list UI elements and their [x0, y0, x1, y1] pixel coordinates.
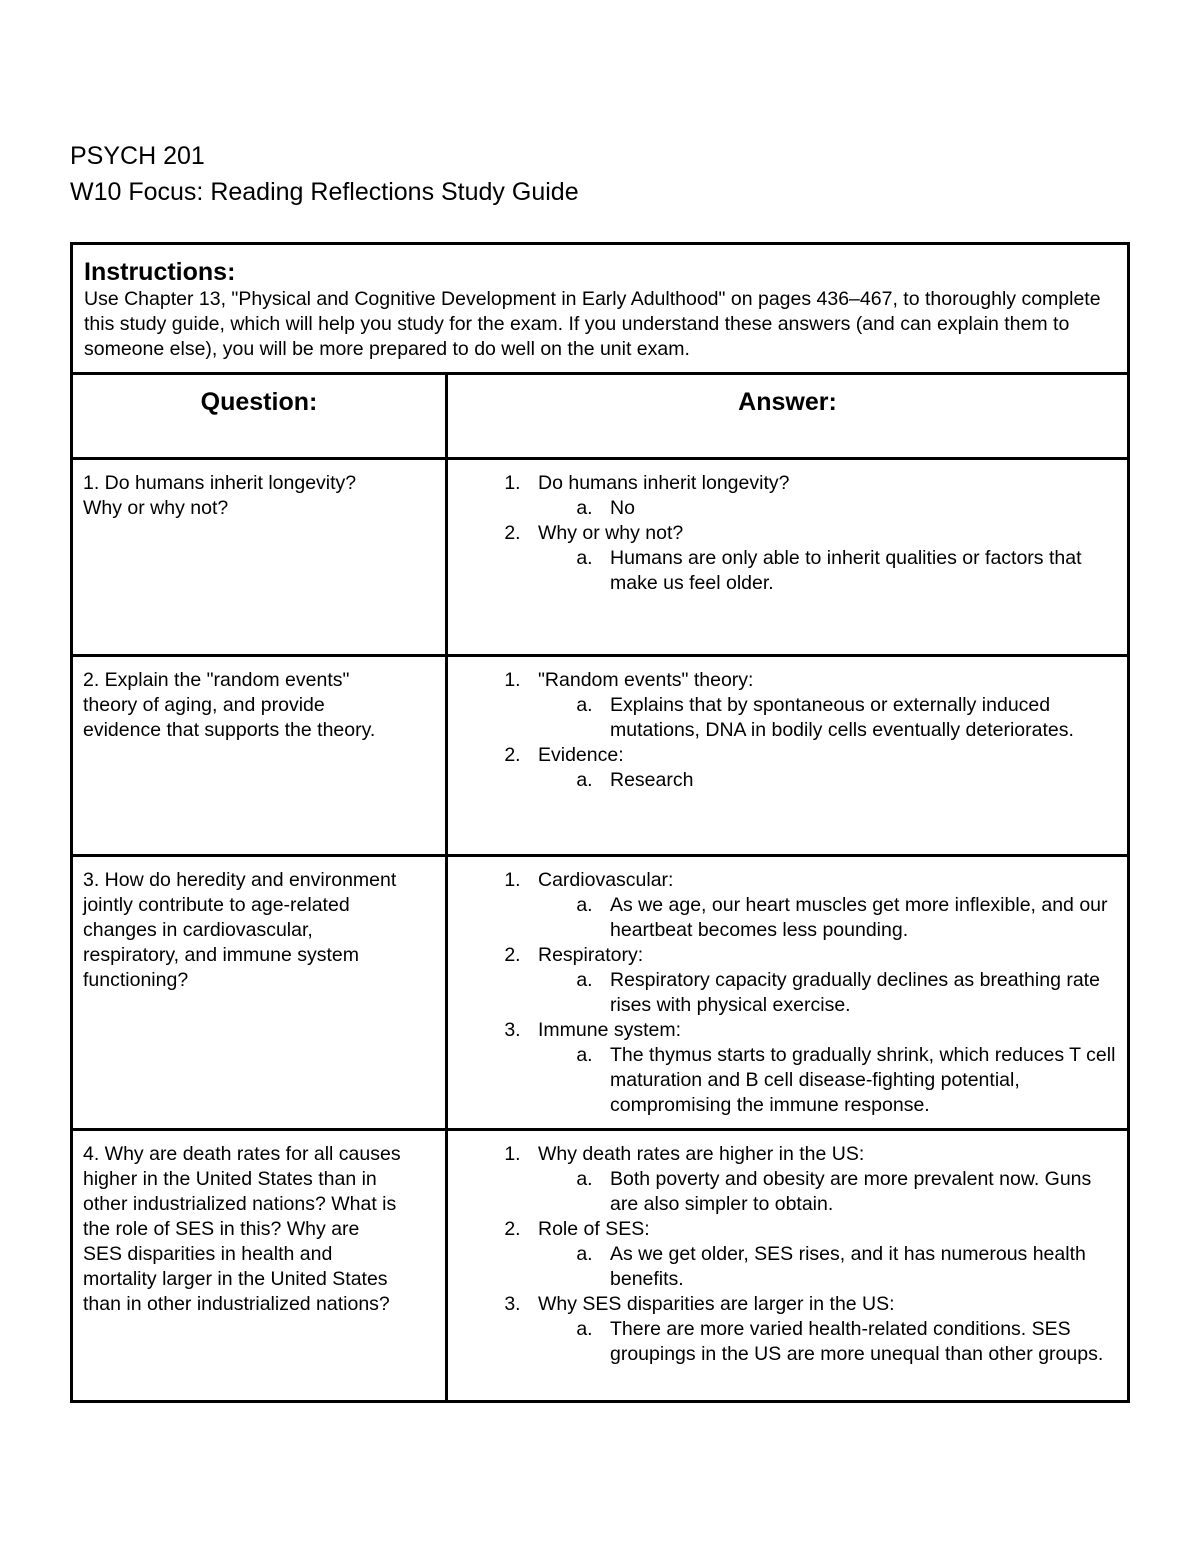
question-line: 3. How do heredity and environment: [83, 869, 397, 891]
answer-list: [458, 868, 1117, 1118]
answer-cell: [447, 856, 1129, 1130]
column-header-row: [72, 374, 1129, 459]
answer-subitem: a. There are more varied health-related conditions. SES groupings in the US are more unequal than other groups.: [598, 1317, 1117, 1367]
answer-subitem: a. Humans are only able to inherit qualities or factors that make us feel older.: [598, 546, 1117, 596]
question-line: 2. Explain the "random events": [83, 669, 350, 691]
question-line: other industrialized nations? What is: [83, 1193, 397, 1215]
question-line: higher in the United States than in: [83, 1168, 377, 1190]
question-column-header: Question:: [72, 374, 447, 459]
question-cell: [72, 856, 447, 1130]
question-cell: [72, 459, 447, 656]
answer-subitem: a. Respiratory capacity gradually declines as breathing rate rises with physical exercise.: [598, 968, 1117, 1018]
instructions-cell: [72, 244, 1129, 374]
question-line: mortality larger in the United States: [83, 1268, 388, 1290]
answer-subitem: a. The thymus starts to gradually shrink, which reduces T cell maturation and B cell disease-fighting potential, compromising the immune response.: [598, 1043, 1117, 1118]
question-line: jointly contribute to age-related: [83, 894, 350, 916]
question-line: evidence that supports the theory.: [83, 719, 376, 741]
document-title: W10 Focus: Reading Reflections Study Guide: [70, 178, 579, 206]
answer-subitem: a. As we age, our heart muscles get more inflexible, and our heartbeat becomes less pounding.: [598, 893, 1117, 943]
answer-item: [526, 521, 1117, 596]
question-line: theory of aging, and provide: [83, 694, 325, 716]
answer-item: [526, 1217, 1117, 1292]
answer-label: Immune system:: [538, 1019, 682, 1041]
answer-label: Respiratory:: [538, 944, 644, 966]
answer-item: [526, 943, 1117, 1018]
answer-label: Why or why not?: [538, 522, 684, 544]
instructions-heading: Instructions:: [84, 258, 236, 286]
answer-subitem: a. No: [598, 496, 1117, 521]
study-guide-table: [70, 242, 1130, 1403]
answer-cell: [447, 459, 1129, 656]
answer-item: [526, 471, 1117, 521]
answer-label: Evidence:: [538, 744, 624, 766]
answer-item: [526, 868, 1117, 943]
question-cell: [72, 656, 447, 856]
instructions-text: Use Chapter 13, "Physical and Cognitive Development in Early Adulthood" on pages 436–467, to thoroughly complete this study guide, which will help you study for the exam. If you understand these answers (and can explain them to someone else), you will be more prepared to do well on the unit exam.: [84, 288, 1101, 360]
answer-item: [526, 668, 1117, 743]
answer-item: [526, 1018, 1117, 1118]
question-line: Why or why not?: [83, 497, 229, 519]
answer-label: Do humans inherit longevity?: [538, 472, 790, 494]
answer-label: Cardiovascular:: [538, 869, 674, 891]
instructions-row: [72, 244, 1129, 374]
answer-subitem: a. Research: [598, 768, 1117, 793]
question-line: the role of SES in this? Why are: [83, 1218, 360, 1240]
answer-subitem: a. Explains that by spontaneous or externally induced mutations, DNA in bodily cells eventually deteriorates.: [598, 693, 1117, 743]
answer-cell: [447, 1130, 1129, 1402]
table-row: [72, 656, 1129, 856]
answer-list: [458, 471, 1117, 596]
answer-label: Role of SES:: [538, 1218, 650, 1240]
course-code: PSYCH 201: [70, 142, 205, 170]
question-line: 4. Why are death rates for all causes: [83, 1143, 401, 1165]
answer-label: "Random events" theory:: [538, 669, 754, 691]
question-cell: [72, 1130, 447, 1402]
table-row: [72, 856, 1129, 1130]
answer-item: [526, 743, 1117, 793]
answer-label: Why death rates are higher in the US:: [538, 1143, 865, 1165]
answer-item: [526, 1292, 1117, 1367]
question-line: SES disparities in health and: [83, 1243, 333, 1265]
question-line: than in other industrialized nations?: [83, 1293, 390, 1315]
answer-column-header: Answer:: [447, 374, 1129, 459]
answer-list: [458, 668, 1117, 793]
question-line: respiratory, and immune system: [83, 944, 359, 966]
answer-cell: [447, 656, 1129, 856]
table-row: [72, 1130, 1129, 1402]
question-line: 1. Do humans inherit longevity?: [83, 472, 357, 494]
answer-label: Why SES disparities are larger in the US:: [538, 1293, 895, 1315]
table-row: [72, 459, 1129, 656]
question-line: changes in cardiovascular,: [83, 919, 313, 941]
answer-item: [526, 1142, 1117, 1217]
answer-list: [458, 1142, 1117, 1367]
question-line: functioning?: [83, 969, 189, 991]
answer-subitem: a. Both poverty and obesity are more prevalent now. Guns are also simpler to obtain.: [598, 1167, 1117, 1217]
answer-subitem: a. As we get older, SES rises, and it has numerous health benefits.: [598, 1242, 1117, 1292]
